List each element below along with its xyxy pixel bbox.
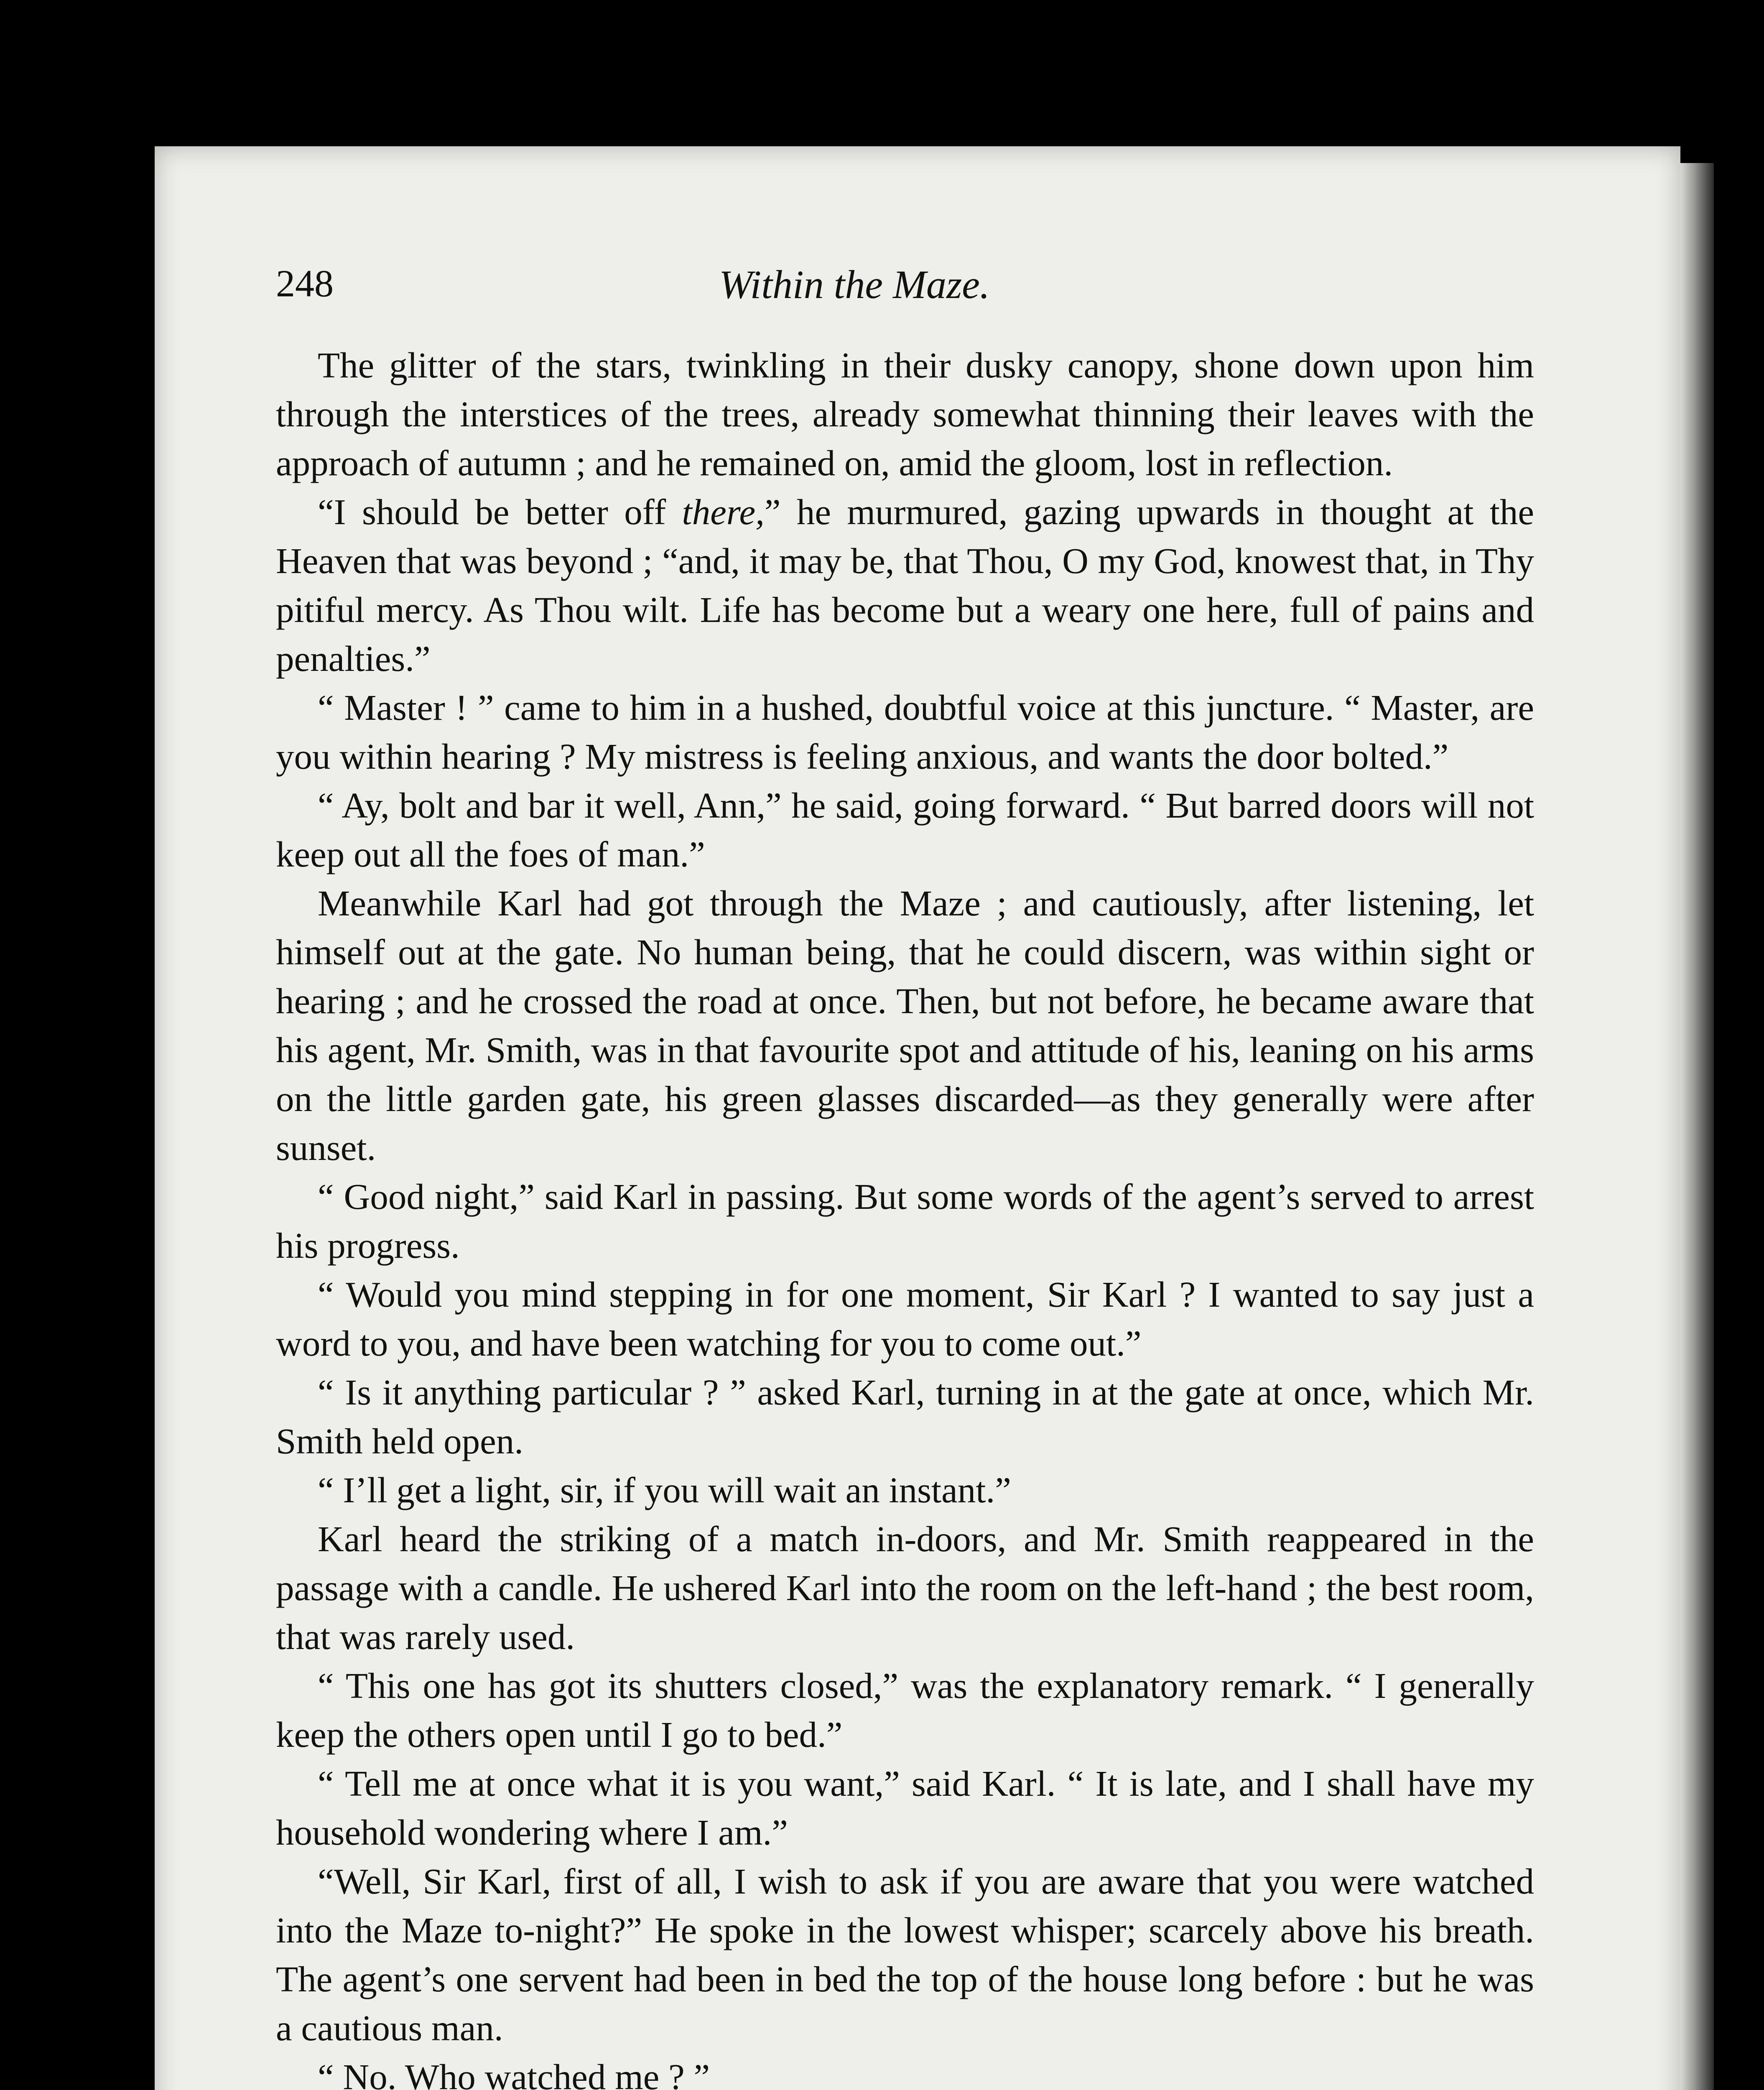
paragraph: Karl heard the striking of a match in-doors, and Mr. Smith reappeared in the passage with a candle. He ushered Karl into the room on the left-hand ; the best room, that was rarely used. (276, 1519, 1534, 1657)
paragraph-text: “I should be better off (318, 492, 682, 532)
page-header (276, 261, 1534, 328)
paragraph: “ This one has got its shutters closed,” was the explanatory remark. “ I generally keep the others open until I go to bed.” (276, 1665, 1534, 1755)
paragraph: “ Master ! ” came to him in a hushed, doubtful voice at this juncture. “ Master, are you within hearing ? My mistress is feeling anxious, and wants the door bolted.” (276, 687, 1534, 777)
paragraph: “ I’ll get a light, sir, if you will wait an instant.” (318, 1470, 1011, 1510)
paragraph: “ Would you mind stepping in for one moment, Sir Karl ? I wanted to say just a word to you, and have been watching for you to come out.” (276, 1274, 1534, 1364)
paragraph: Meanwhile Karl had got through the Maze ; and cautiously, after listening, let himself out at the gate. No human being, that he could discern, was within sight or hearing ; and he crossed the road at once. Then, but not before, he became aware that his agent, Mr. Smith, was in that favourite spot and attitude of his, leaning on his arms on the little garden gate, his green glasses discarded—as they generally were after sunset. (276, 883, 1534, 1168)
paragraph (276, 487, 1534, 683)
next-page-edge (1680, 163, 1714, 2090)
paragraph: “ Ay, bolt and bar it well, Ann,” he said, going forward. “ But barred doors will not keep out all the foes of man.” (276, 785, 1534, 874)
paragraph: The glitter of the stars, twinkling in their dusky canopy, shone down upon him through the interstices of the trees, already somewhat thinning their leaves with the approach of autumn ; and he remained on, amid the gloom, lost in reflection. (276, 345, 1534, 483)
emphasized-word: there, (682, 492, 765, 532)
paragraph: “ No. Who watched me ? ” (318, 2057, 710, 2090)
body-text (276, 341, 1534, 2090)
paragraph: “ Good night,” said Karl in passing. But some words of the agent’s served to arrest his progress. (276, 1176, 1534, 1266)
page-number: 248 (276, 262, 334, 305)
paragraph: “ Is it anything particular ? ” asked Karl, turning in at the gate at once, which Mr. Smith held open. (276, 1372, 1534, 1461)
running-head: Within the Maze. (719, 262, 990, 307)
paragraph: “Well, Sir Karl, first of all, I wish to ask if you are aware that you were watched into the Maze to-night?” He spoke in the lowest whisper; scarcely above his breath. The agent’s one servent had been in bed the top of the house long before : but he was a cautious man. (276, 1861, 1534, 2048)
paragraph: “ Tell me at once what it is you want,” said Karl. “ It is late, and I shall have my household wondering where I am.” (276, 1763, 1534, 1853)
paragraph-text: ” he murmured, gazing upwards in thought at the Heaven that was beyond ; “and, it may be, that Thou, O my God, knowest that, in Thy pitiful mercy. As Thou wilt. Life has become but a weary one here, full of pains and penalties.” (276, 492, 1534, 679)
